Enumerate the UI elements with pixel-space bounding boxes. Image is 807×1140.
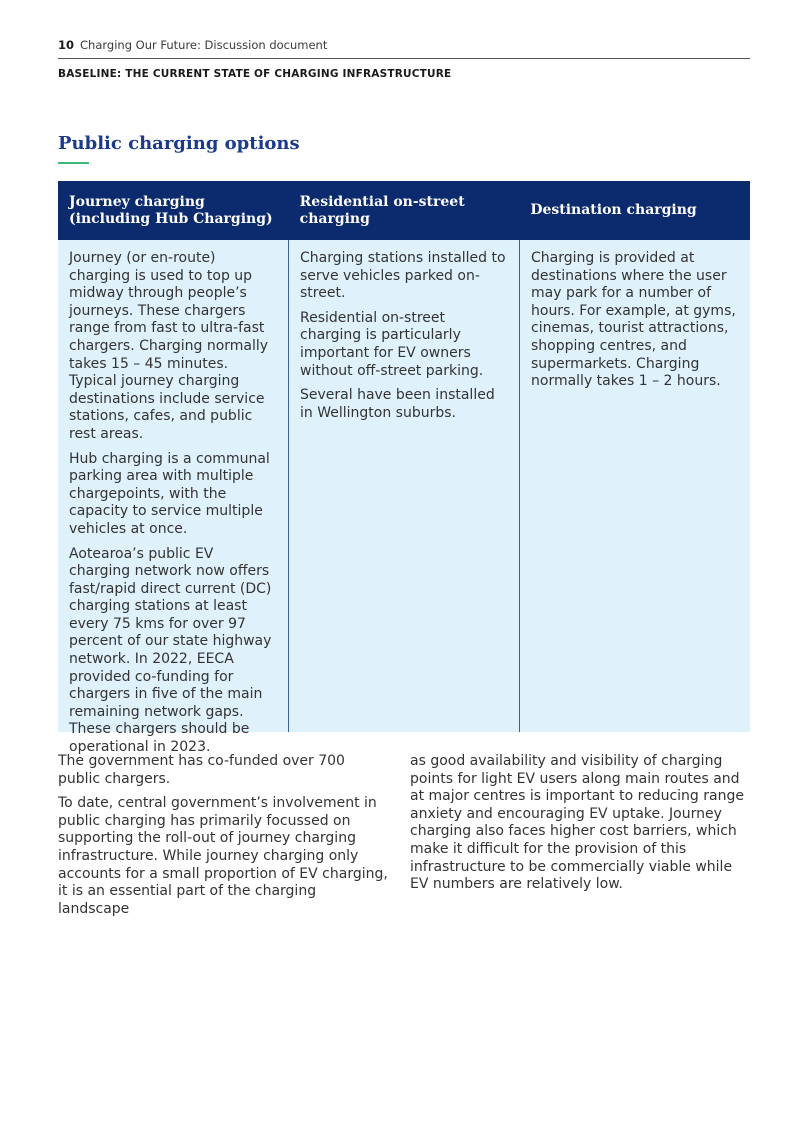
cell-destination-charging — [520, 240, 750, 732]
running-header — [58, 38, 327, 52]
document-title: Charging Our Future: Discussion document — [80, 38, 328, 52]
page-number: 10 — [58, 38, 75, 52]
residential-paragraph-3: Several have been installed in Wellington suburbs. — [300, 387, 495, 421]
header-journey-charging: Journey charging (including Hub Charging) — [69, 193, 273, 227]
header-residential-charging: Residential on-street charging — [299, 193, 465, 227]
body-paragraph-2: To date, central government’s involvement in public charging has primarily focussed on supporting the roll-out of journey charging infrastructure. While journey charging only accounts for a small proportion of EV charging, it is an essential part of the charging landscape — [58, 795, 388, 917]
body-paragraph-3: as good availability and visibility of charging points for light EV users along main routes and at major centres is important to reducing range anxiety and encouraging EV uptake. Journey charging also faces higher cost barriers, which make it difficult for the provision of this infrastructure to be commercially viable while EV numbers are relatively low. — [410, 753, 744, 893]
table-body-row — [58, 240, 750, 756]
title-accent-line — [58, 162, 89, 164]
journey-paragraph-2: Hub charging is a communal parking area with multiple chargepoints, with the capacity to service multiple vehicles at once. — [69, 450, 270, 537]
body-column-right — [410, 753, 750, 925]
body-paragraph-1: The government has co-funded over 700 public chargers. — [58, 753, 345, 787]
cell-residential-charging — [289, 240, 520, 732]
charging-options-table — [58, 181, 750, 756]
cell-journey-charging — [58, 240, 289, 756]
residential-paragraph-2: Residential on-street charging is particularly important for EV owners without off-street parking. — [300, 309, 484, 379]
body-column-left — [58, 753, 410, 925]
journey-paragraph-3: Aotearoa’s public EV charging network now offers fast/rapid direct current (DC) charging stations at least every 75 kms for over 97 percent of our state highway network. In 2022, EECA provided co-funding for chargers in five of the main remaining network gaps. These chargers should be operational in 2023. — [69, 545, 272, 756]
residential-paragraph-1: Charging stations installed to serve vehicles parked on-street. — [300, 250, 506, 302]
destination-paragraph-1: Charging is provided at destinations where the user may park for a number of hours. For example, at gyms, cinemas, tourist attractions, shopping centres, and supermarkets. Charging normally takes 1 – 2 hours. — [531, 250, 736, 390]
page-title: Public charging options — [58, 133, 300, 154]
section-label: BASELINE: THE CURRENT STATE OF CHARGING INFRASTRUCTURE — [58, 68, 452, 80]
table-header-row — [58, 181, 750, 240]
header-rule — [58, 58, 750, 59]
journey-paragraph-1: Journey (or en-route) charging is used to top up midway through people’s journeys. These chargers range from fast to ultra-fast chargers. Charging normally takes 15 – 45 minutes. Typical journey charging destinations include service stations, cafes, and public rest areas. — [69, 250, 269, 442]
body-text — [58, 753, 750, 925]
header-destination-charging: Destination charging — [530, 202, 697, 218]
